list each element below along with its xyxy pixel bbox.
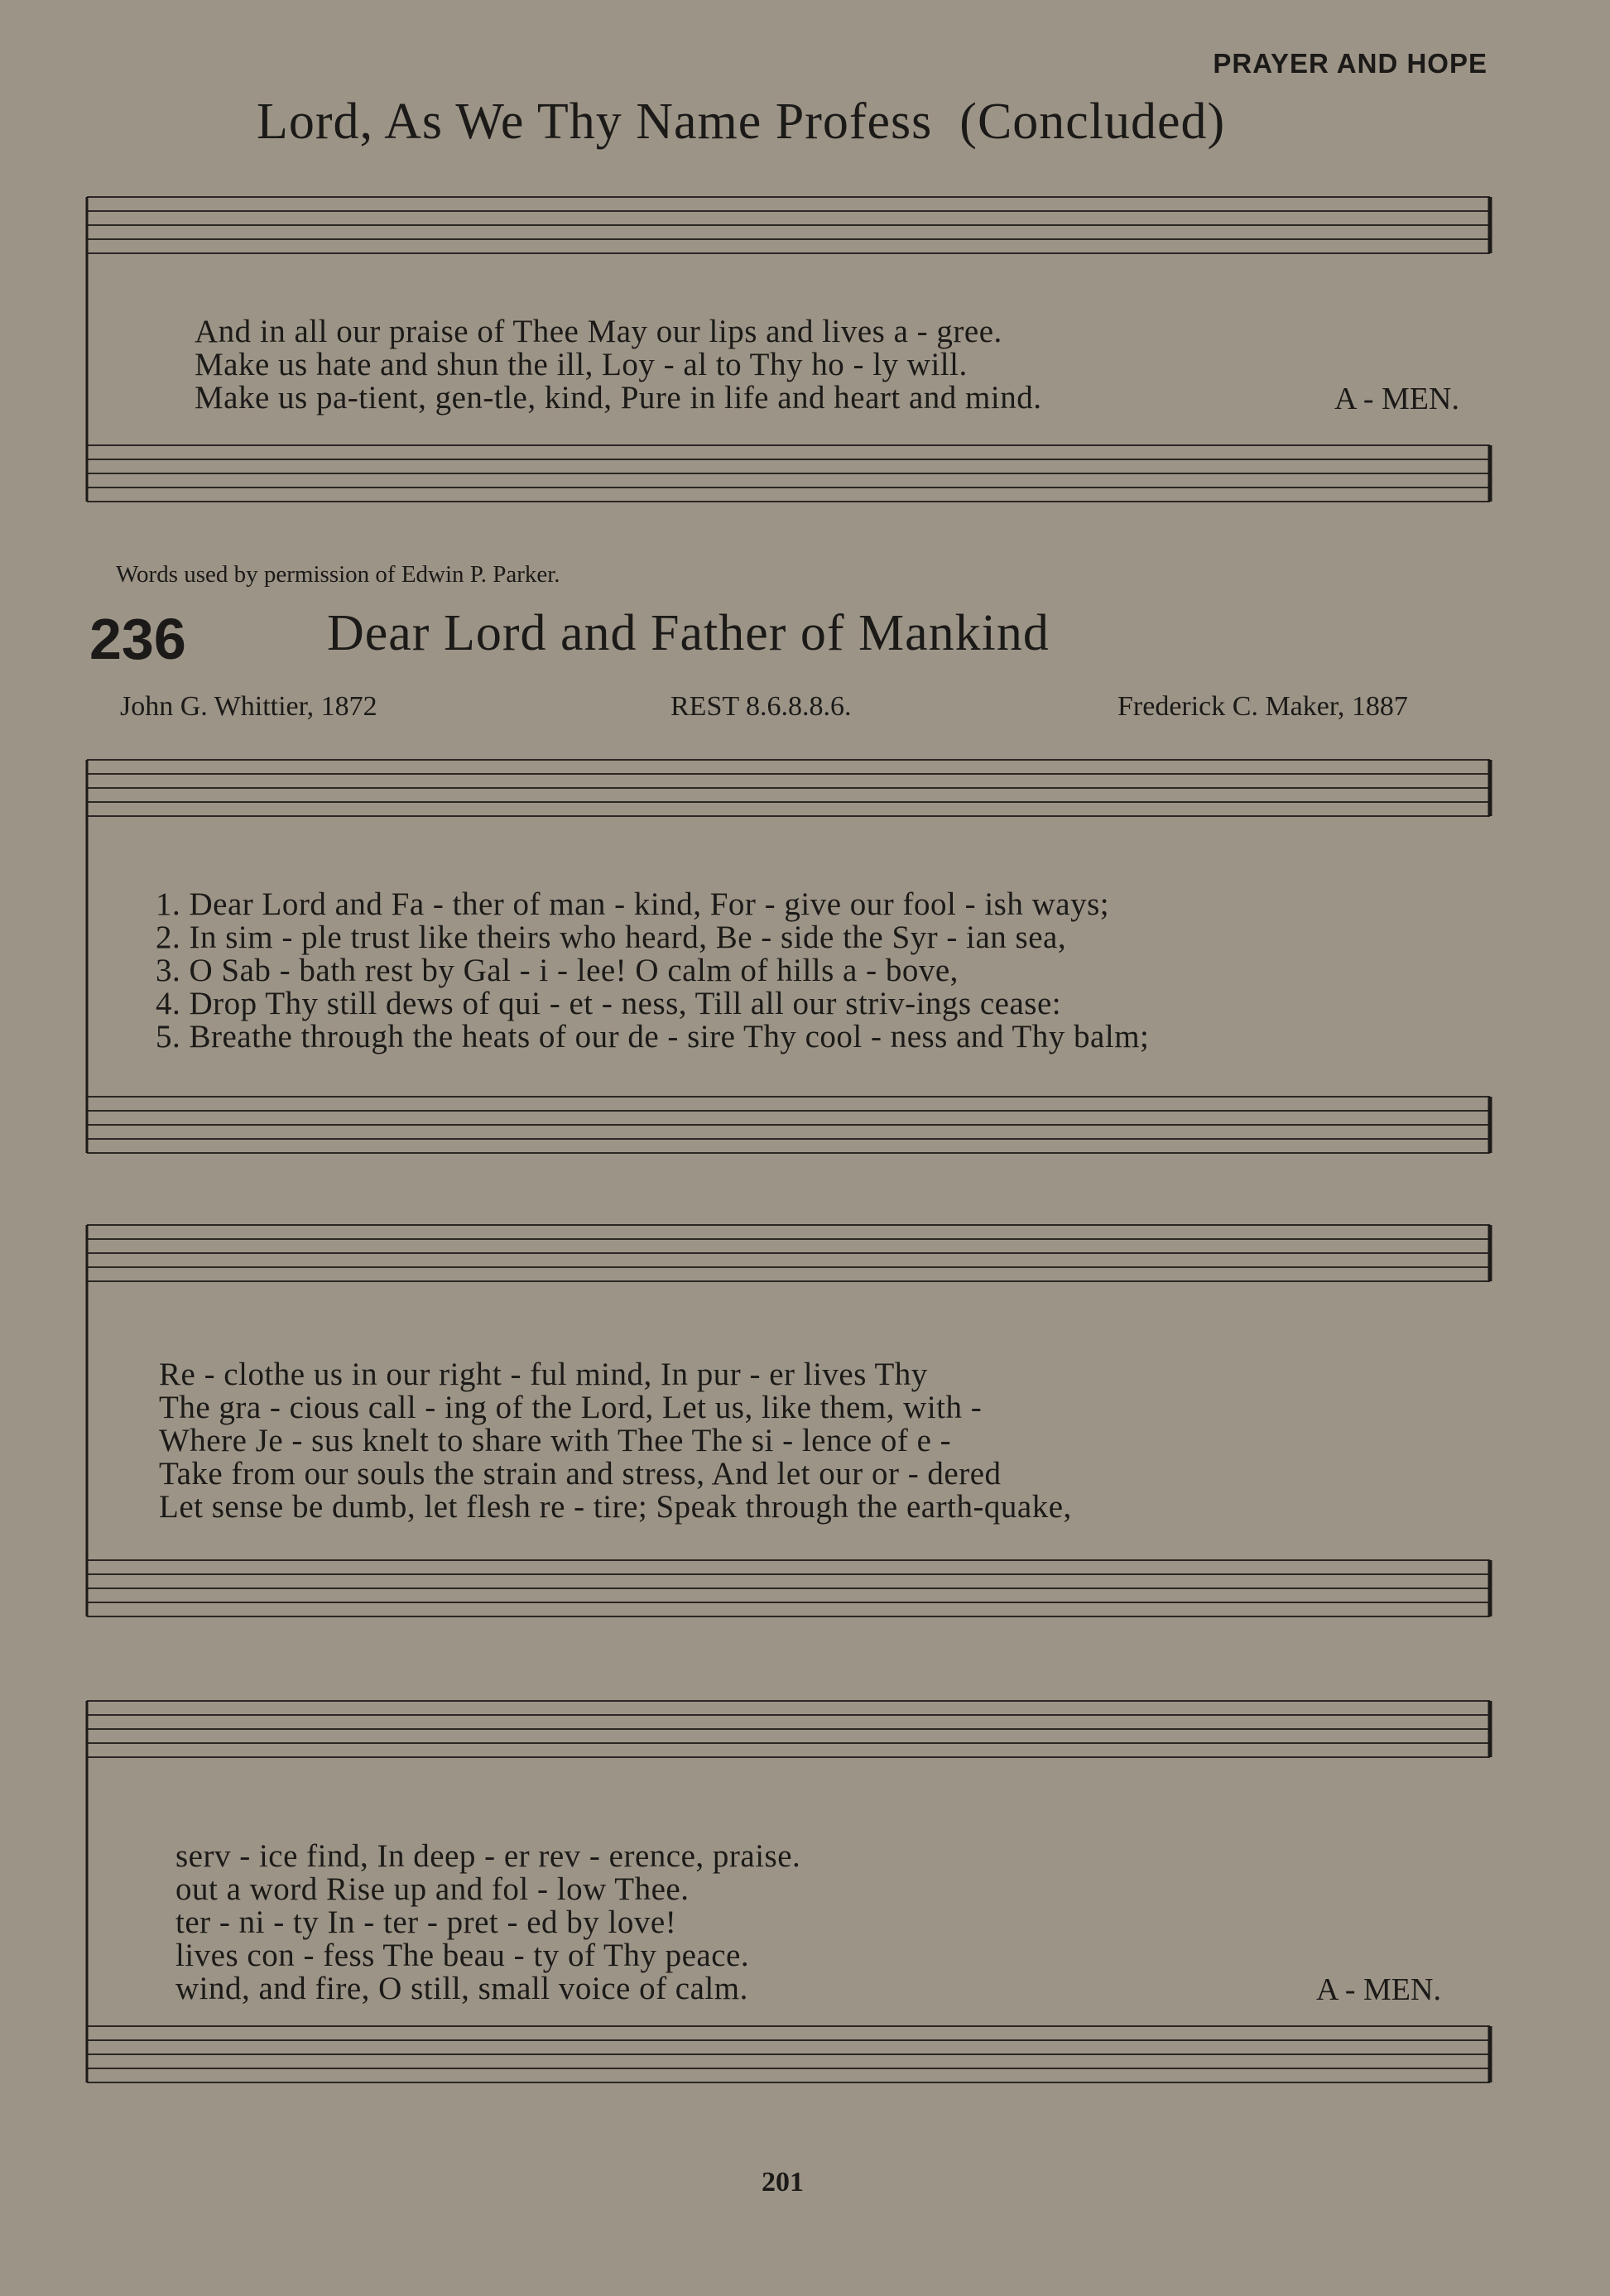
s2-verse-3: Where Je - sus knelt to share with Thee The si - lence of e -: [159, 1423, 952, 1458]
s1-verse-2: 2. In sim - ple trust like theirs who heard, Be - side the Syr - ian sea,: [156, 920, 1067, 955]
staff-lines: [87, 197, 1490, 2082]
s1-verse-4: 4. Drop Thy still dews of qui - et - ness, Till all our striv-ings cease:: [156, 986, 1062, 1021]
s2-verse-2: The gra - cious call - ing of the Lord, Let us, like them, with -: [159, 1390, 983, 1425]
prev-hymn-title-suffix: (Concluded): [959, 94, 1226, 150]
s1-verse-3: 3. O Sab - bath rest by Gal - i - lee! O calm of hills a - bove,: [156, 953, 959, 988]
hymn-tune: REST 8.6.8.8.6.: [670, 691, 852, 722]
hymn-author: John G. Whittier, 1872: [120, 691, 377, 722]
s3-verse-5: wind, and fire, O still, small voice of calm.: [175, 1971, 748, 2006]
s2-verse-1: Re - clothe us in our right - ful mind, In pur - er lives Thy: [159, 1357, 928, 1392]
s3-verse-2: out a word Rise up and fol - low Thee.: [175, 1871, 690, 1907]
prev-verse-1: And in all our praise of Thee May our lips and lives a - gree.: [195, 314, 1002, 349]
prev-verse-3: Make us pa-tient, gen-tle, kind, Pure in life and heart and mind.: [195, 380, 1042, 415]
prev-verse-2: Make us hate and shun the ill, Loy - al to Thy ho - ly will.: [195, 347, 968, 382]
s1-verse-5: 5. Breathe through the heats of our de - sire Thy cool - ness and Thy balm;: [156, 1019, 1150, 1054]
prev-amen: A - MEN.: [1334, 382, 1459, 416]
section-heading: PRAYER AND HOPE: [1213, 48, 1487, 79]
s1-verse-1: 1. Dear Lord and Fa - ther of man - kind, For - give our fool - ish ways;: [156, 886, 1110, 922]
s3-verse-3: ter - ni - ty In - ter - pret - ed by love!: [175, 1905, 677, 1940]
hymn-number: 236: [89, 607, 186, 671]
hymn-amen: A - MEN.: [1316, 1972, 1441, 2007]
s2-verse-4: Take from our souls the strain and stress, And let our or - dered: [159, 1456, 1002, 1491]
hymn-title: Dear Lord and Father of Mankind: [327, 605, 1050, 661]
s3-verse-4: lives con - fess The beau - ty of Thy peace.: [175, 1938, 750, 1973]
page-number: 201: [762, 2167, 804, 2198]
prev-hymn-title-text: Lord, As We Thy Name Profess: [257, 94, 933, 150]
s3-verse-1: serv - ice find, In deep - er rev - erence, praise.: [175, 1838, 801, 1874]
permission-credit: Words used by permission of Edwin P. Parker.: [116, 561, 560, 588]
hymn-composer: Frederick C. Maker, 1887: [1117, 691, 1408, 722]
s2-verse-5: Let sense be dumb, let flesh re - tire; Speak through the earth-quake,: [159, 1489, 1072, 1525]
